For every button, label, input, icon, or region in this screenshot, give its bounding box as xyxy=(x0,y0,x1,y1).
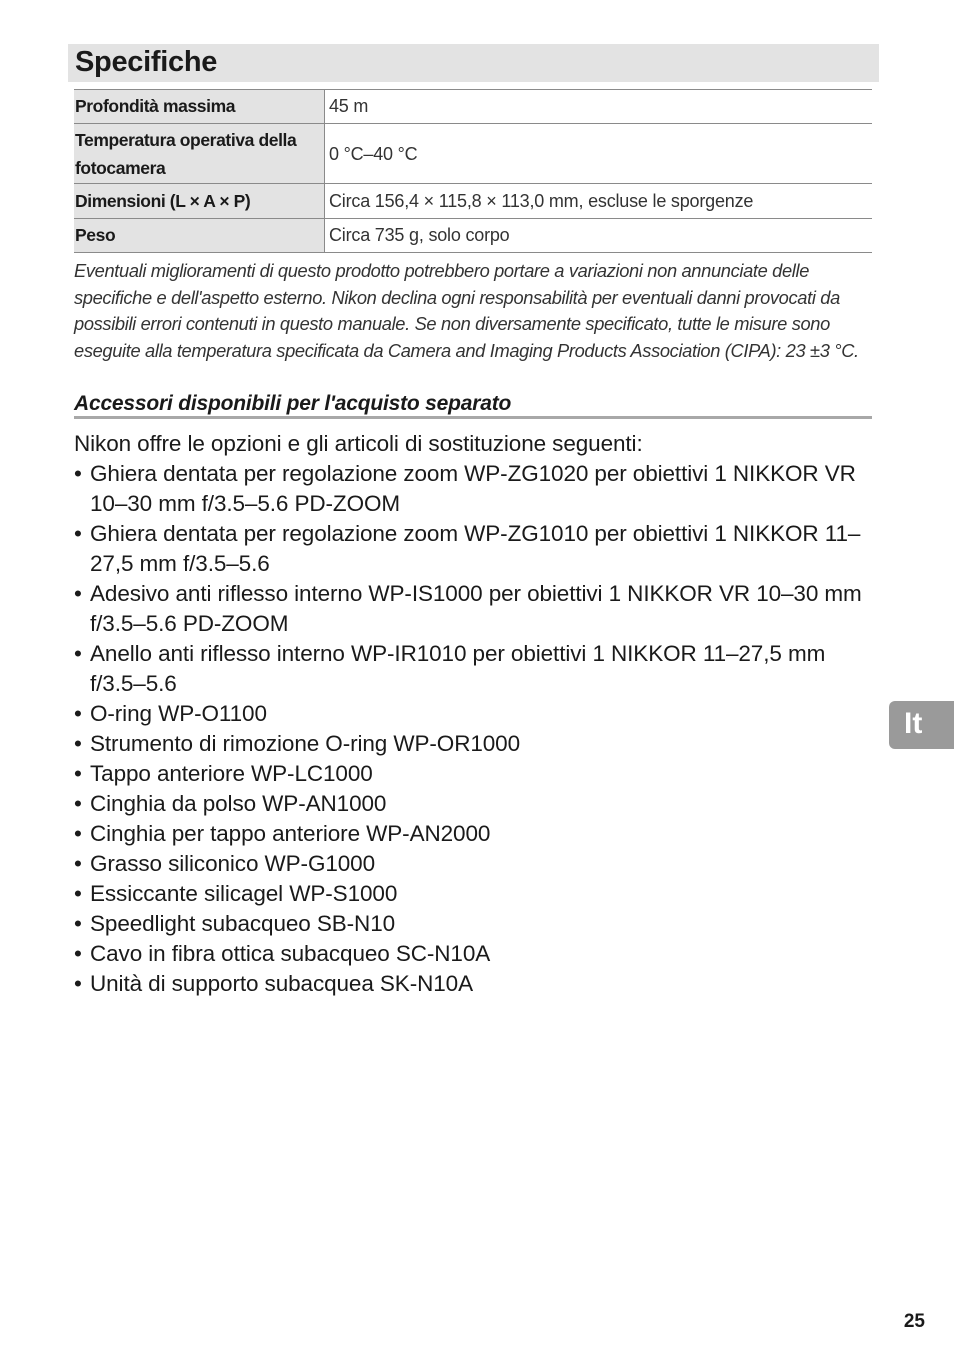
list-item: • Cinghia per tappo anteriore WP-AN2000 xyxy=(74,819,874,849)
accessories-title: Accessori disponibili per l'acquisto separato xyxy=(74,392,512,415)
disclaimer-note: Eventuali miglioramenti di questo prodotto potrebbero portare a variazioni non annunciate delle specifiche e dell'aspetto esterno. Nikon declina ogni responsabilità per eventuali danni provocati da possibili errori contenuti in questo manuale. Se non diversamente specificato, tutte le misure sono eseguite alla temperatura specificata da Camera and Imaging Products Association (CIPA): 23 ±3 °C. xyxy=(74,260,859,362)
spec-label: Temperatura operativa della fotocamera xyxy=(74,124,325,184)
list-item: • Strumento di rimozione O-ring WP-OR1000 xyxy=(74,729,874,759)
accessories-heading-bar xyxy=(74,391,872,419)
accessories-list xyxy=(74,459,874,999)
spec-value: 0 °C–40 °C xyxy=(325,124,873,184)
accessories-intro: Nikon offre le opzioni e gli articoli di sostituzione seguenti: xyxy=(74,431,643,456)
list-item: • Speedlight subacqueo SB-N10 xyxy=(74,909,874,939)
spec-label: Dimensioni (L × A × P) xyxy=(74,184,325,219)
list-item: • Anello anti riflesso interno WP-IR1010 per obiettivi 1 NIKKOR 11–27,5 mm f/3.5–5.6 xyxy=(74,639,874,699)
list-item: • Tappo anteriore WP-LC1000 xyxy=(74,759,874,789)
list-item: • O-ring WP-O1100 xyxy=(74,699,874,729)
section-header xyxy=(68,44,879,82)
spec-label: Profondità massima xyxy=(74,90,325,124)
section-title: Specifiche xyxy=(75,46,218,78)
list-item: • Cavo in fibra ottica subacqueo SC-N10A xyxy=(74,939,874,969)
spec-row xyxy=(74,124,872,184)
spec-value: 45 m xyxy=(325,90,873,124)
language-tab: It xyxy=(889,701,954,749)
spec-label: Peso xyxy=(74,219,325,253)
list-item: • Grasso siliconico WP-G1000 xyxy=(74,849,874,879)
spec-row xyxy=(74,219,872,253)
list-item: • Unità di supporto subacquea SK-N10A xyxy=(74,969,874,999)
list-item: • Essiccante silicagel WP-S1000 xyxy=(74,879,874,909)
spec-row xyxy=(74,90,872,124)
specs-table xyxy=(74,89,872,253)
page-number: 25 xyxy=(903,1311,925,1332)
spec-row xyxy=(74,184,872,219)
list-item: • Cinghia da polso WP-AN1000 xyxy=(74,789,874,819)
spec-value: Circa 735 g, solo corpo xyxy=(325,219,873,253)
spec-value: Circa 156,4 × 115,8 × 113,0 mm, escluse le sporgenze xyxy=(325,184,873,219)
list-item: • Adesivo anti riflesso interno WP-IS1000 per obiettivi 1 NIKKOR VR 10–30 mm f/3.5–5.6 PD-ZOOM xyxy=(74,579,874,639)
list-item: • Ghiera dentata per regolazione zoom WP-ZG1010 per obiettivi 1 NIKKOR 11–27,5 mm f/3.5–5.6 xyxy=(74,519,874,579)
list-item: • Ghiera dentata per regolazione zoom WP-ZG1020 per obiettivi 1 NIKKOR VR 10–30 mm f/3.5–5.6 PD-ZOOM xyxy=(74,459,874,519)
